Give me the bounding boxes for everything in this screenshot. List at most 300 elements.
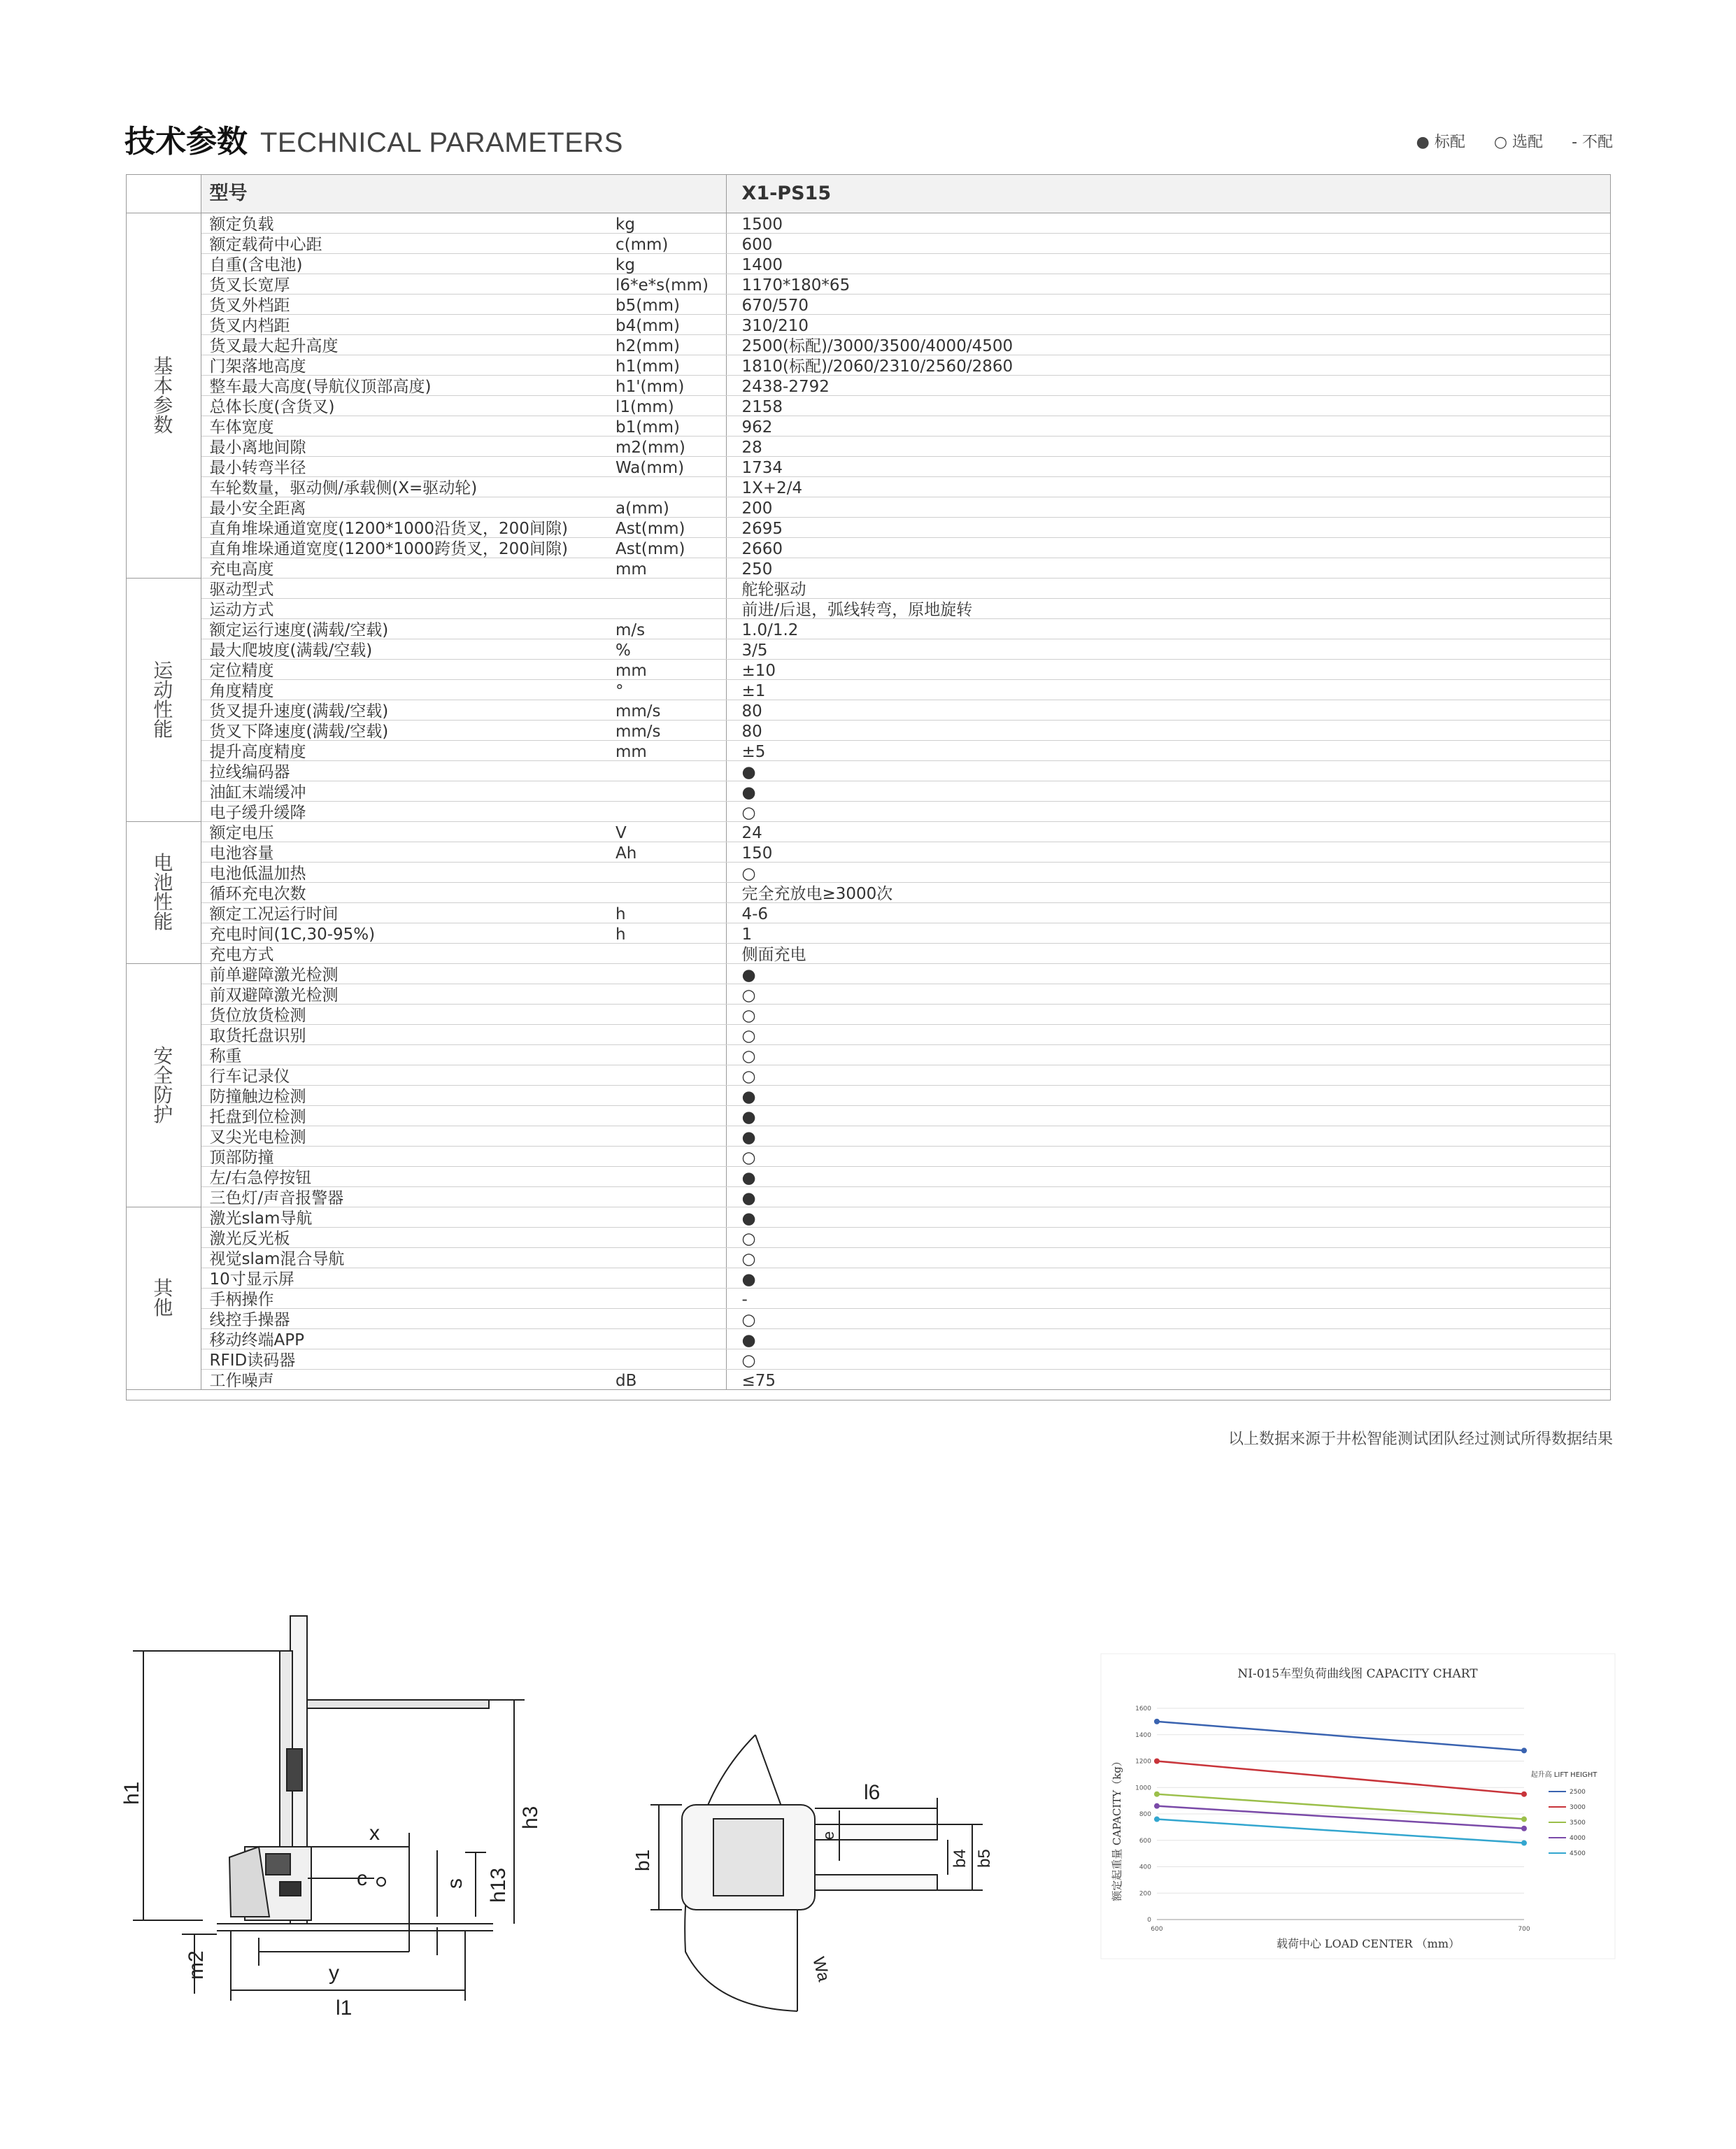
param-unit: [607, 964, 726, 984]
param-value: 前进/后退，弧线转弯，原地旋转: [726, 599, 1611, 619]
param-label: 充电高度: [201, 558, 607, 579]
group-label-text: 其他: [153, 1277, 173, 1319]
param-unit: h1'(mm): [607, 376, 726, 396]
param-label: 电池低温加热: [201, 863, 607, 883]
param-value: ●: [726, 1268, 1611, 1289]
table-row: [126, 863, 1611, 883]
param-value: ○: [726, 863, 1611, 883]
param-value: ●: [726, 761, 1611, 781]
param-unit: h1(mm): [607, 355, 726, 376]
table-row: [126, 1126, 1611, 1147]
param-value: ○: [726, 1147, 1611, 1167]
param-unit: [607, 1187, 726, 1207]
param-unit: Wa(mm): [607, 457, 726, 477]
param-value: ○: [726, 802, 1611, 822]
chart-x-tick: 700: [1518, 1926, 1530, 1933]
param-value: 80: [726, 721, 1611, 741]
table-row: [126, 1289, 1611, 1309]
legend-label-2500: 2500: [1570, 1789, 1586, 1796]
table-row: [126, 619, 1611, 639]
param-unit: c(mm): [607, 234, 726, 254]
param-unit: [607, 1126, 726, 1147]
param-label: 提升高度精度: [201, 741, 607, 761]
legend-standard: ● 标配: [1416, 134, 1465, 151]
chart-ylabel: 额定起重量 CAPACITY（kg）: [1111, 1756, 1123, 1901]
table-row: [126, 1086, 1611, 1106]
param-unit: [607, 802, 726, 822]
series-point-3000: [1521, 1792, 1527, 1797]
group-label: [126, 213, 201, 579]
group-label-text: 基本参数: [153, 354, 173, 437]
dim-wa: Wa: [809, 1955, 834, 1984]
param-label: 货叉最大起升高度: [201, 335, 607, 355]
param-unit: [607, 1329, 726, 1349]
param-value: ●: [726, 1106, 1611, 1126]
param-label: 循环充电次数: [201, 883, 607, 903]
param-label: 行车记录仪: [201, 1065, 607, 1086]
param-value: 150: [726, 842, 1611, 863]
dim-x: x: [369, 1822, 380, 1845]
param-label: 顶部防撞: [201, 1147, 607, 1167]
param-label: 车体宽度: [201, 416, 607, 437]
chart-y-tick: 1400: [1135, 1731, 1151, 1739]
chart-xlabel: 载荷中心 LOAD CENTER （mm）: [1276, 1937, 1460, 1950]
param-value: ○: [726, 1045, 1611, 1065]
series-point-3500: [1154, 1792, 1160, 1797]
param-label: 称重: [201, 1045, 607, 1065]
param-label: 最小安全距离: [201, 497, 607, 518]
table-row: [126, 842, 1611, 863]
table-row: [126, 1025, 1611, 1045]
param-unit: [607, 1106, 726, 1126]
group-label: [126, 1207, 201, 1390]
page-title: [124, 116, 623, 161]
param-unit: l1(mm): [607, 396, 726, 416]
table-row: [126, 497, 1611, 518]
group-label: [126, 964, 201, 1207]
param-label: 货叉内档距: [201, 315, 607, 335]
param-unit: [607, 781, 726, 802]
table-row: [126, 579, 1611, 599]
param-value: ●: [726, 1187, 1611, 1207]
param-unit: [607, 1005, 726, 1025]
param-label: 激光slam导航: [201, 1207, 607, 1228]
param-value: 4-6: [726, 903, 1611, 923]
table-row: [126, 437, 1611, 457]
param-unit: b1(mm): [607, 416, 726, 437]
param-unit: h: [607, 923, 726, 944]
config-legend: [1393, 130, 1613, 152]
param-value: 28: [726, 437, 1611, 457]
table-row: [126, 538, 1611, 558]
chart-title: NI-015车型负荷曲线图 CAPACITY CHART: [1237, 1667, 1478, 1681]
param-unit: [607, 1045, 726, 1065]
series-point-4000: [1521, 1826, 1527, 1831]
series-point-4500: [1521, 1841, 1527, 1846]
param-unit: [607, 1268, 726, 1289]
table-row: [126, 903, 1611, 923]
table-row: [126, 802, 1611, 822]
param-value: ●: [726, 781, 1611, 802]
param-unit: [607, 944, 726, 964]
param-value: ○: [726, 1065, 1611, 1086]
table-row: [126, 1248, 1611, 1268]
series-point-3000: [1154, 1759, 1160, 1764]
param-unit: dB: [607, 1370, 726, 1390]
param-value: ○: [726, 984, 1611, 1005]
param-label: 货位放货检测: [201, 1005, 607, 1025]
param-unit: mm: [607, 660, 726, 680]
param-value: 2695: [726, 518, 1611, 538]
param-value: ○: [726, 1228, 1611, 1248]
param-unit: m2(mm): [607, 437, 726, 457]
param-value: ●: [726, 1329, 1611, 1349]
param-label: 取货托盘识别: [201, 1025, 607, 1045]
param-value: ±1: [726, 680, 1611, 700]
legend-not-available: - 不配: [1572, 134, 1613, 151]
side-view-drawing: [112, 1588, 542, 2022]
param-unit: [607, 863, 726, 883]
param-value: 1170*180*65: [726, 274, 1611, 295]
param-unit: %: [607, 639, 726, 660]
dim-b1: b1: [632, 1849, 653, 1871]
param-label: 直角堆垛通道宽度(1200*1000沿货叉，200间隙): [201, 518, 607, 538]
param-label: 拉线编码器: [201, 761, 607, 781]
header-model-value: X1-PS15: [726, 174, 1611, 213]
param-value: ●: [726, 1207, 1611, 1228]
table-row: [126, 984, 1611, 1005]
param-unit: m/s: [607, 619, 726, 639]
param-label: 额定运行速度(满载/空载): [201, 619, 607, 639]
dim-m2: m2: [185, 1950, 208, 1980]
table-row: [126, 213, 1611, 234]
param-value: 舵轮驱动: [726, 579, 1611, 599]
param-value: 1810(标配)/2060/2310/2560/2860: [726, 355, 1611, 376]
param-label: 电池容量: [201, 842, 607, 863]
chart-y-tick: 600: [1139, 1837, 1151, 1845]
param-value: 24: [726, 822, 1611, 842]
param-value: ○: [726, 1349, 1611, 1370]
table-row: [126, 1005, 1611, 1025]
param-label: 角度精度: [201, 680, 607, 700]
table-row: [126, 639, 1611, 660]
param-label: 门架落地高度: [201, 355, 607, 376]
dim-h13: h13: [487, 1867, 510, 1903]
param-value: ±5: [726, 741, 1611, 761]
param-unit: Ast(mm): [607, 518, 726, 538]
param-value: -: [726, 1289, 1611, 1309]
param-value: 2660: [726, 538, 1611, 558]
param-label: RFID读码器: [201, 1349, 607, 1370]
chart-legend-title: 起升高 LIFT HEIGHT: [1530, 1771, 1598, 1779]
param-label: 直角堆垛通道宽度(1200*1000跨货叉，200间隙): [201, 538, 607, 558]
table-row: [126, 295, 1611, 315]
table-row: [126, 781, 1611, 802]
table-row: [126, 477, 1611, 497]
dim-s: s: [443, 1878, 467, 1889]
table-row: [126, 396, 1611, 416]
param-unit: [607, 1086, 726, 1106]
chart-y-tick: 0: [1147, 1917, 1151, 1924]
param-unit: mm: [607, 741, 726, 761]
legend-label-3500: 3500: [1570, 1820, 1586, 1827]
legend-label-3000: 3000: [1570, 1804, 1586, 1811]
param-label: 额定载荷中心距: [201, 234, 607, 254]
chart-y-tick: 800: [1139, 1811, 1151, 1818]
table-row: [126, 1228, 1611, 1248]
group-label: [126, 579, 201, 822]
table-row: [126, 1106, 1611, 1126]
group-label: [126, 822, 201, 964]
param-unit: h2(mm): [607, 335, 726, 355]
param-value: 1.0/1.2: [726, 619, 1611, 639]
param-label: 叉尖光电检测: [201, 1126, 607, 1147]
group-label-text: 安全防护: [153, 1044, 173, 1126]
param-unit: [607, 1167, 726, 1187]
table-row: [126, 822, 1611, 842]
param-value: 1500: [726, 213, 1611, 234]
param-unit: [607, 1309, 726, 1329]
dim-b5: b5: [975, 1849, 994, 1868]
dim-l6: l6: [864, 1781, 881, 1804]
param-label: 额定电压: [201, 822, 607, 842]
table-row: [126, 1370, 1611, 1390]
param-value: ○: [726, 1309, 1611, 1329]
dim-y: y: [329, 1962, 339, 1985]
table-row: [126, 1207, 1611, 1228]
param-unit: l6*e*s(mm): [607, 274, 726, 295]
param-label: 手柄操作: [201, 1289, 607, 1309]
param-label: 三色灯/声音报警器: [201, 1187, 607, 1207]
param-label: 充电时间(1C,30-95%): [201, 923, 607, 944]
table-row: [126, 660, 1611, 680]
param-value: 2500(标配)/3000/3500/4000/4500: [726, 335, 1611, 355]
chart-y-tick: 1200: [1135, 1758, 1151, 1766]
chart-y-tick: 1600: [1135, 1705, 1151, 1712]
param-value: 670/570: [726, 295, 1611, 315]
param-label: 货叉外档距: [201, 295, 607, 315]
page-title-en: TECHNICAL PARAMETERS: [260, 127, 623, 158]
param-unit: [607, 1248, 726, 1268]
table-row: [126, 964, 1611, 984]
param-unit: [607, 579, 726, 599]
table-row: [126, 700, 1611, 721]
param-label: 驱动型式: [201, 579, 607, 599]
chart-x-tick: 600: [1151, 1926, 1163, 1933]
param-unit: h: [607, 903, 726, 923]
param-label: 左/右急停按钮: [201, 1167, 607, 1187]
param-label: 整车最大高度(导航仪顶部高度): [201, 376, 607, 396]
param-label: 自重(含电池): [201, 254, 607, 274]
param-value: ○: [726, 1025, 1611, 1045]
param-value: 1734: [726, 457, 1611, 477]
param-label: 车轮数量，驱动侧/承载侧(X=驱动轮): [201, 477, 607, 497]
series-point-2500: [1521, 1747, 1527, 1753]
param-unit: Ast(mm): [607, 538, 726, 558]
param-unit: [607, 761, 726, 781]
table-row: [126, 315, 1611, 335]
table-row: [126, 944, 1611, 964]
param-unit: [607, 1147, 726, 1167]
param-unit: a(mm): [607, 497, 726, 518]
table-row: [126, 274, 1611, 295]
param-label: 定位精度: [201, 660, 607, 680]
dim-c: c: [357, 1867, 367, 1890]
capacity-chart: [1101, 1654, 1615, 1959]
series-point-3500: [1521, 1817, 1527, 1822]
param-unit: [607, 477, 726, 497]
header-blank: [126, 174, 201, 213]
param-value: 2158: [726, 396, 1611, 416]
param-value: 310/210: [726, 315, 1611, 335]
table-row: [126, 1147, 1611, 1167]
param-unit: mm/s: [607, 721, 726, 741]
param-value: ≤75: [726, 1370, 1611, 1390]
top-view-drawing: [616, 1728, 1007, 2022]
table-row: [126, 355, 1611, 376]
param-value: 600: [726, 234, 1611, 254]
param-value: ○: [726, 1248, 1611, 1268]
table-row: [126, 518, 1611, 538]
param-value: ●: [726, 964, 1611, 984]
param-value: 侧面充电: [726, 944, 1611, 964]
dim-l1: l1: [336, 1996, 353, 2020]
group-label-text: 电池性能: [153, 851, 173, 933]
table-row: [126, 923, 1611, 944]
legend-optional: ○ 选配: [1493, 134, 1544, 151]
param-unit: [607, 1349, 726, 1370]
header-model-label: 型号: [201, 174, 726, 213]
param-label: 线控手操器: [201, 1309, 607, 1329]
param-label: 托盘到位检测: [201, 1106, 607, 1126]
table-row: [126, 883, 1611, 903]
legend-label-4000: 4000: [1570, 1835, 1586, 1842]
table-row: [126, 1349, 1611, 1370]
param-label: 总体长度(含货叉): [201, 396, 607, 416]
param-label: 额定工况运行时间: [201, 903, 607, 923]
table-row: [126, 761, 1611, 781]
table-row: [126, 335, 1611, 355]
table-row: [126, 1167, 1611, 1187]
chart-y-tick: 400: [1139, 1864, 1151, 1871]
param-unit: mm: [607, 558, 726, 579]
param-unit: Ah: [607, 842, 726, 863]
param-label: 前单避障激光检测: [201, 964, 607, 984]
param-label: 电子缓升缓降: [201, 802, 607, 822]
table-row: [126, 416, 1611, 437]
param-unit: [607, 1065, 726, 1086]
param-label: 油缸末端缓冲: [201, 781, 607, 802]
chart-y-tick: 1000: [1135, 1785, 1151, 1792]
table-row: [126, 680, 1611, 700]
param-value: 3/5: [726, 639, 1611, 660]
param-label: 工作噪声: [201, 1370, 607, 1390]
legend-label-4500: 4500: [1570, 1850, 1586, 1857]
param-value: 200: [726, 497, 1611, 518]
param-value: ●: [726, 1126, 1611, 1147]
table-row: [126, 599, 1611, 619]
param-unit: V: [607, 822, 726, 842]
table-row: [126, 1065, 1611, 1086]
param-label: 视觉slam混合导航: [201, 1248, 607, 1268]
param-value: 1: [726, 923, 1611, 944]
param-label: 最大爬坡度(满载/空载): [201, 639, 607, 660]
param-value: ●: [726, 1086, 1611, 1106]
param-label: 激光反光板: [201, 1228, 607, 1248]
spec-table: [126, 174, 1611, 1390]
dim-e: e: [820, 1831, 837, 1840]
param-unit: °: [607, 680, 726, 700]
param-unit: [607, 599, 726, 619]
table-row: [126, 1329, 1611, 1349]
table-row: [126, 1268, 1611, 1289]
table-row: [126, 1309, 1611, 1329]
param-value: 完全充放电≥3000次: [726, 883, 1611, 903]
dim-h3: h3: [519, 1806, 542, 1829]
table-row: [126, 376, 1611, 396]
param-label: 最小离地间隙: [201, 437, 607, 457]
param-value: 962: [726, 416, 1611, 437]
series-point-4500: [1154, 1817, 1160, 1822]
data-source-note: 以上数据来源于井松智能测试团队经过测试所得数据结果: [1228, 1431, 1613, 1448]
group-label-text: 运动性能: [153, 658, 173, 741]
param-value: 1X+2/4: [726, 477, 1611, 497]
param-value: 80: [726, 700, 1611, 721]
param-unit: kg: [607, 213, 726, 234]
param-label: 充电方式: [201, 944, 607, 964]
param-unit: kg: [607, 254, 726, 274]
param-label: 防撞触边检测: [201, 1086, 607, 1106]
param-unit: [607, 883, 726, 903]
param-label: 移动终端APP: [201, 1329, 607, 1349]
table-row: [126, 234, 1611, 254]
param-label: 最小转弯半径: [201, 457, 607, 477]
spec-header-row: [126, 174, 1611, 213]
series-point-4000: [1154, 1803, 1160, 1809]
param-label: 运动方式: [201, 599, 607, 619]
param-label: 前双避障激光检测: [201, 984, 607, 1005]
param-label: 10寸显示屏: [201, 1268, 607, 1289]
param-value: ○: [726, 1005, 1611, 1025]
param-value: ±10: [726, 660, 1611, 680]
series-point-2500: [1154, 1719, 1160, 1724]
param-label: 货叉提升速度(满载/空载): [201, 700, 607, 721]
param-value: 250: [726, 558, 1611, 579]
param-value: 1400: [726, 254, 1611, 274]
param-unit: [607, 1025, 726, 1045]
param-unit: [607, 1228, 726, 1248]
param-unit: [607, 984, 726, 1005]
param-unit: [607, 1289, 726, 1309]
param-unit: mm/s: [607, 700, 726, 721]
param-value: ●: [726, 1167, 1611, 1187]
table-row: [126, 254, 1611, 274]
table-row: [126, 741, 1611, 761]
param-label: 货叉下降速度(满载/空载): [201, 721, 607, 741]
param-label: 货叉长宽厚: [201, 274, 607, 295]
param-value: 2438-2792: [726, 376, 1611, 396]
dim-b4: b4: [951, 1849, 969, 1868]
table-row: [126, 1187, 1611, 1207]
param-unit: [607, 1207, 726, 1228]
table-row: [126, 1045, 1611, 1065]
param-unit: b4(mm): [607, 315, 726, 335]
table-row: [126, 721, 1611, 741]
table-row: [126, 457, 1611, 477]
table-row: [126, 558, 1611, 579]
chart-y-tick: 200: [1139, 1890, 1151, 1898]
param-label: 额定负载: [201, 213, 607, 234]
